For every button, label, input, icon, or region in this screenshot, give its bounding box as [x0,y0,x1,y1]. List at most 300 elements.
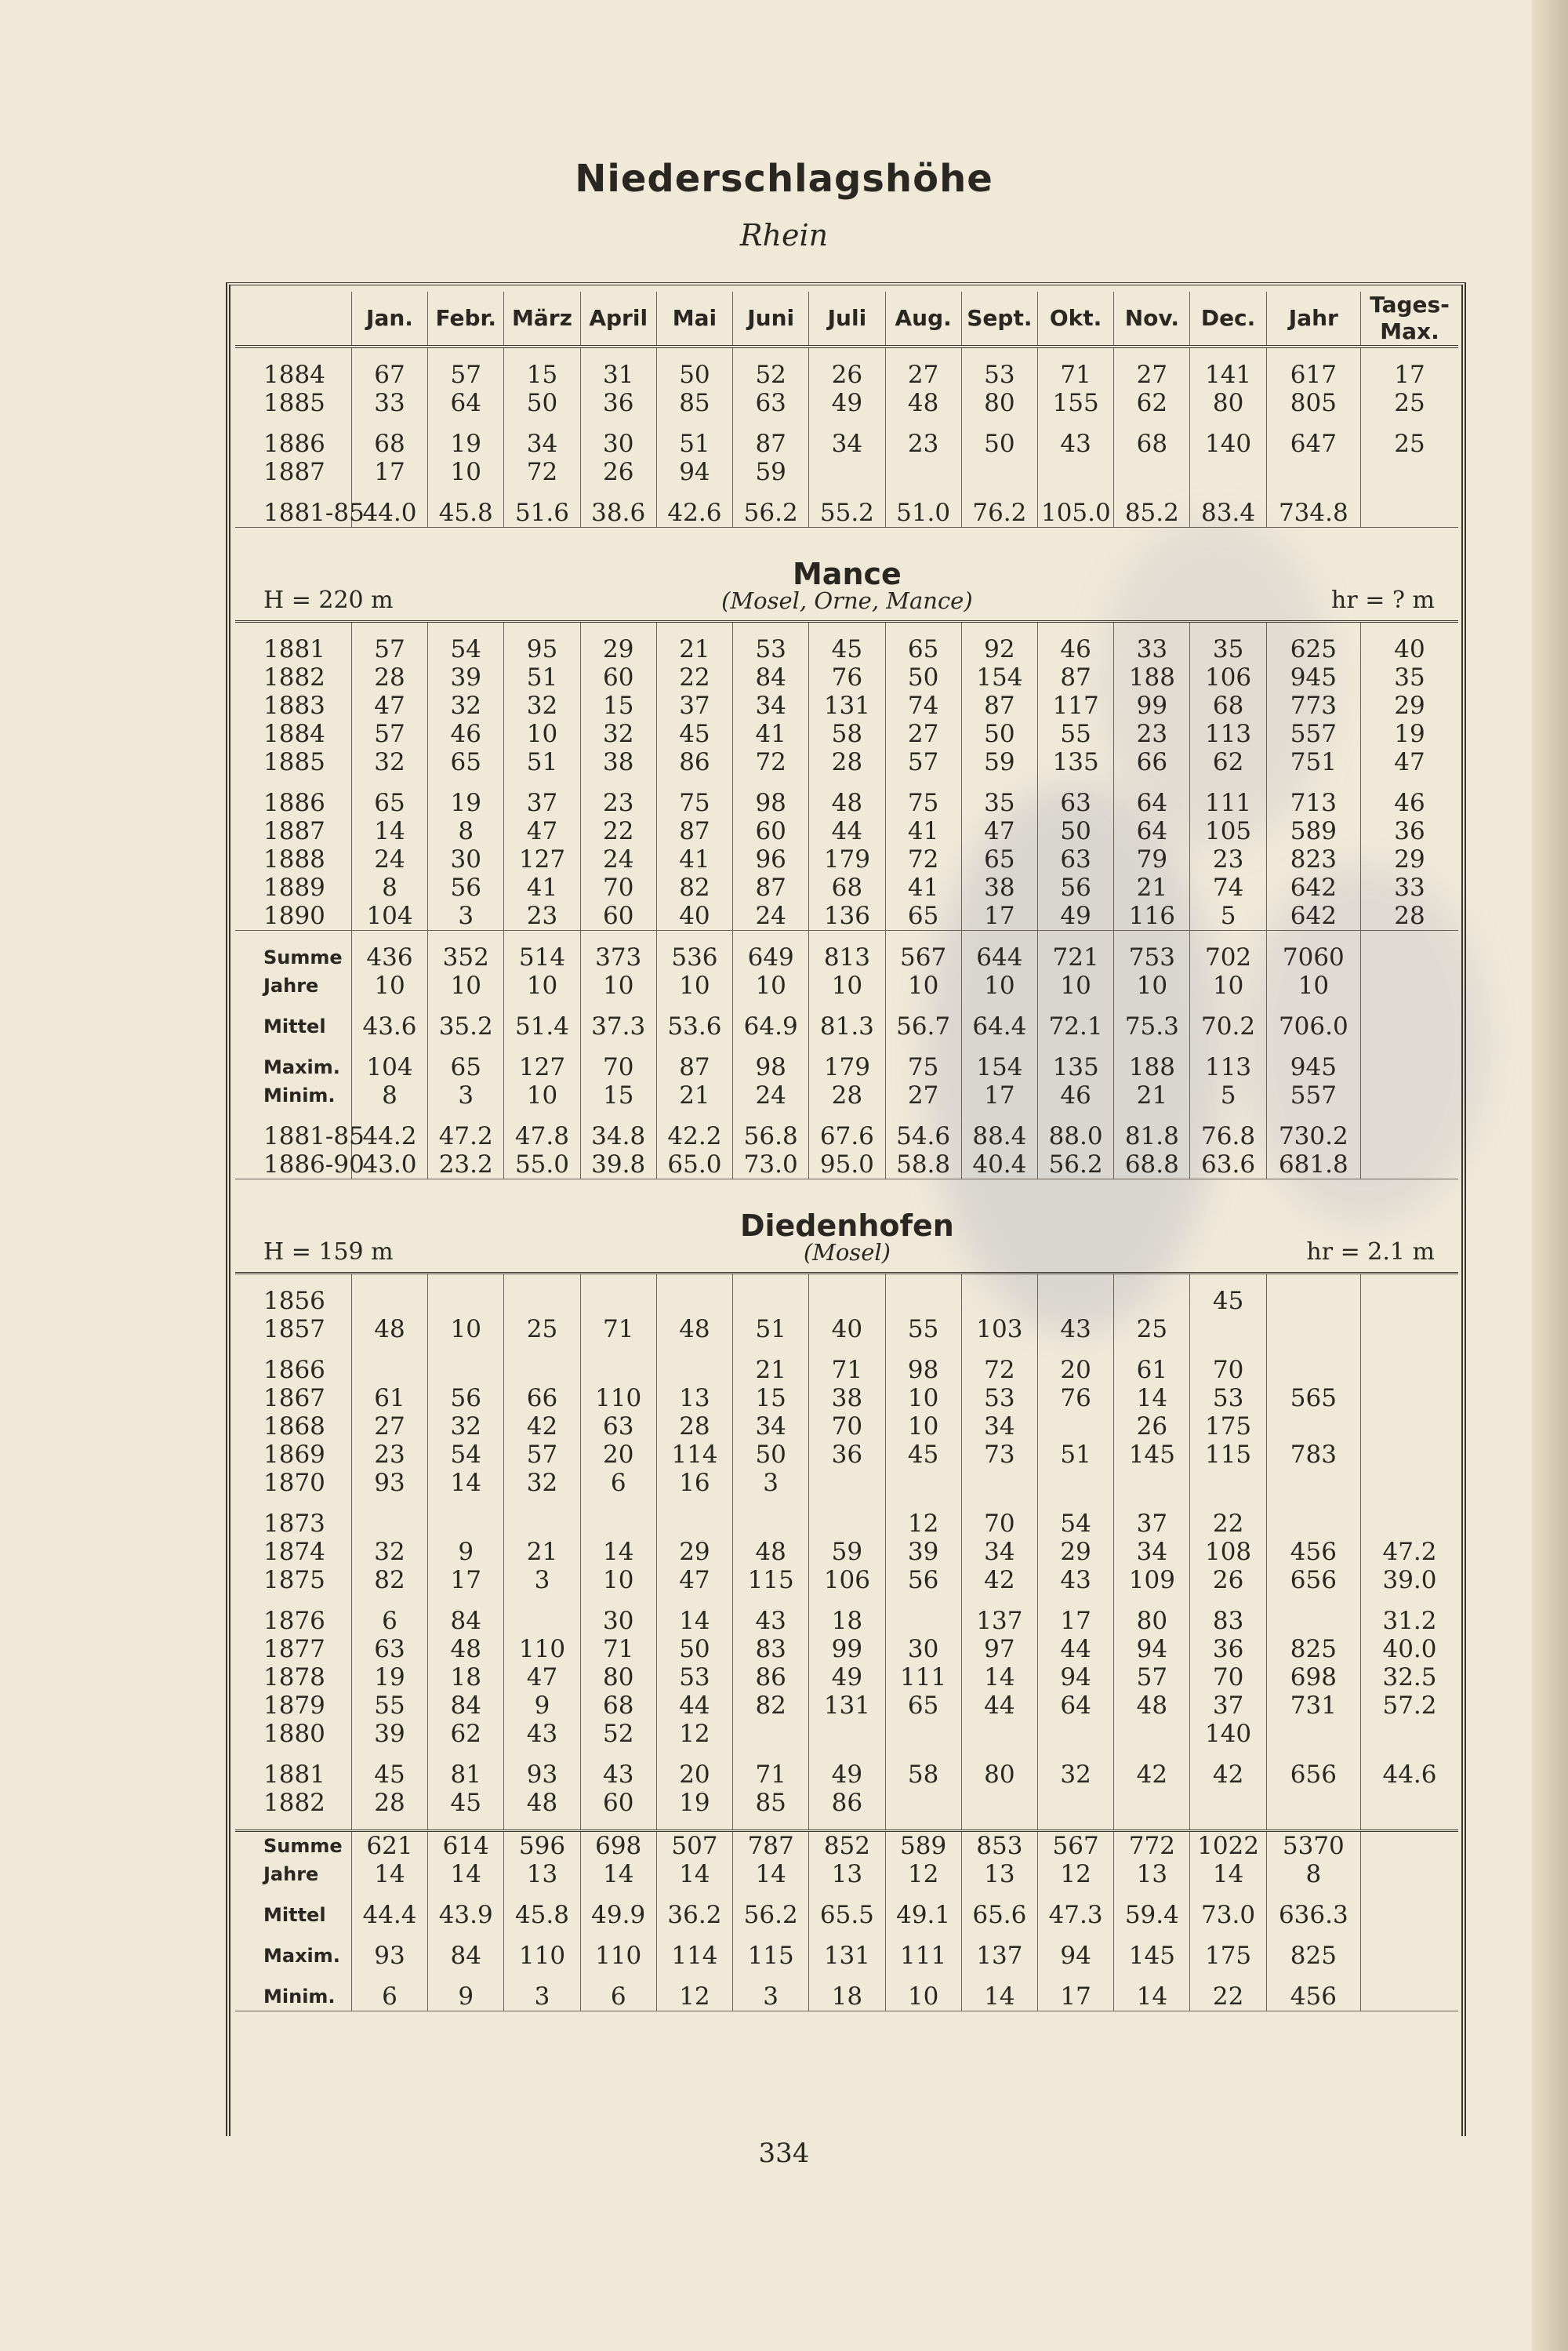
data-cell: 70 [1190,1663,1266,1691]
data-cell: 49 [1037,902,1113,931]
spacer-cell [656,1817,732,1831]
data-cell: 84 [428,1607,504,1635]
data-cell: 60 [580,902,656,931]
spacer-cell [428,622,504,636]
data-cell: 44.4 [351,1901,427,1929]
spacer-cell [961,1041,1037,1053]
spacer-cell [885,1274,961,1288]
data-cell: 54 [428,635,504,663]
data-cell: 63 [1037,845,1113,874]
data-cell: 95.0 [809,1150,885,1179]
data-cell: 38 [580,748,656,776]
spacer-cell [1114,1041,1190,1053]
spacer-cell [961,622,1037,636]
data-cell: 87 [733,430,809,458]
data-cell: 99 [809,1635,885,1663]
row-label: 1877 [263,1635,325,1663]
data-cell: 85.2 [1114,499,1190,528]
data-cell: 56 [428,1384,504,1412]
row-label: 1875 [263,1566,325,1594]
row-label: 1881-85 [263,499,365,527]
spacer-cell [961,1497,1037,1510]
row-label: 1857 [263,1315,325,1343]
spacer-cell [1037,1594,1113,1607]
spacer-cell [1037,417,1113,430]
data-cell: 41 [885,874,961,902]
data-cell: 56.2 [733,499,809,528]
spacer-cell [733,1929,809,1942]
spacer-cell [656,1497,732,1510]
spacer-cell [1360,1970,1458,1982]
data-cell: 111 [1190,789,1266,817]
data-cell: 39 [885,1538,961,1566]
data-cell: 40 [1360,635,1458,663]
column-header: Sept. [961,292,1037,347]
data-cell: 49 [809,1761,885,1789]
spacer-cell [1037,1888,1113,1901]
spacer-row [235,347,1458,361]
spacer-cell [1360,931,1458,944]
data-cell: 94 [1037,1942,1113,1970]
spacer-cell [1190,1497,1266,1510]
data-cell: 65 [885,635,961,663]
spacer-cell [1037,1110,1113,1122]
data-cell: 17 [961,1081,1037,1110]
spacer-cell [1190,1274,1266,1288]
summary-row [235,1831,1458,1861]
data-cell: 24 [580,845,656,874]
data-cell: 41 [656,845,732,874]
table-row [235,458,1458,486]
spacer-row [235,1594,1458,1607]
column-header: Febr. [428,292,504,347]
table-row [235,1441,1458,1469]
data-cell: 84 [733,663,809,692]
station-region: (Mosel, Orne, Mance) [721,587,973,614]
spacer-row [235,1110,1458,1122]
data-cell: 28 [809,748,885,776]
data-cell: 656 [1266,1761,1360,1789]
spacer-cell [1114,486,1190,499]
spacer-cell [656,1041,732,1053]
data-cell: 98 [733,1053,809,1081]
data-cell: 145 [1114,1441,1190,1469]
spacer-cell [809,776,885,789]
spacer-cell [504,1000,580,1012]
data-cell: 823 [1266,845,1360,874]
column-header: Jan. [351,292,427,347]
spacer-cell [1114,776,1190,789]
data-cell [733,1720,809,1748]
data-cell: 28 [1360,902,1458,931]
data-cell [1037,1789,1113,1817]
spacer-cell [1360,1888,1458,1901]
data-cell: 83 [1190,1607,1266,1635]
data-cell: 58 [885,1761,961,1789]
data-cell [1360,458,1458,486]
row-label: 1885 [263,748,325,776]
spacer-cell [809,1000,885,1012]
table-row [235,1510,1458,1538]
data-cell: 104 [351,902,427,931]
row-label: Minim. [235,1982,351,2011]
data-cell: 53 [656,1663,732,1691]
data-cell: 31 [580,361,656,389]
data-cell: 19 [1360,720,1458,748]
data-cell: 40.4 [961,1150,1037,1179]
spacer-cell [961,1748,1037,1761]
spacer-cell [351,1970,427,1982]
spacer-cell [504,1748,580,1761]
data-cell: 48 [809,789,885,817]
data-cell: 105 [1190,817,1266,845]
summary-row [235,972,1458,1000]
data-cell: 64 [1114,817,1190,845]
spacer-cell [428,1110,504,1122]
spacer-cell [656,1748,732,1761]
data-cell: 43.0 [351,1150,427,1179]
spacer-cell [961,1970,1037,1982]
data-cell: 10 [885,1412,961,1441]
data-cell: 783 [1266,1441,1360,1469]
spacer-cell [733,931,809,944]
spacer-cell [733,1041,809,1053]
data-cell: 39 [428,663,504,692]
data-cell: 10 [504,972,580,1000]
spacer-cell [809,1748,885,1761]
spacer-cell [1360,1817,1458,1831]
column-header: Juli [809,292,885,347]
data-cell: 734.8 [1266,499,1360,528]
data-cell: 29 [1360,845,1458,874]
spacer-cell [1037,486,1113,499]
spacer-cell [733,486,809,499]
column-header: Jahr [1266,292,1360,347]
spacer-cell [351,776,427,789]
data-cell: 111 [885,1663,961,1691]
data-cell: 71 [580,1315,656,1343]
spacer-cell [656,1000,732,1012]
data-cell: 706.0 [1266,1012,1360,1041]
spacer-cell [1190,1929,1266,1942]
data-cell: 65 [351,789,427,817]
table-row [235,1469,1458,1497]
spacer-cell [1114,1594,1190,1607]
data-cell [885,1607,961,1635]
spacer-cell [1114,1748,1190,1761]
data-cell: 65.0 [656,1150,732,1179]
data-cell: 94 [656,458,732,486]
spacer-row [235,931,1458,944]
data-cell: 68 [809,874,885,902]
data-cell: 188 [1114,663,1190,692]
data-cell: 39.8 [580,1150,656,1179]
data-cell: 642 [1266,902,1360,931]
row-label: 1887 [263,458,325,486]
table-row [235,1356,1458,1384]
data-cell: 12 [885,1510,961,1538]
data-cell: 75.3 [1114,1012,1190,1041]
spacer-cell [504,1970,580,1982]
spacer-cell [1266,1888,1360,1901]
data-cell [1360,1720,1458,1748]
data-cell: 131 [809,692,885,720]
table-row [235,1412,1458,1441]
data-cell: 48 [733,1538,809,1566]
data-cell: 67.6 [809,1122,885,1150]
spacer-cell [504,347,580,361]
data-cell: 52 [733,361,809,389]
data-cell: 188 [1114,1053,1190,1081]
spacer-cell [656,776,732,789]
data-cell: 10 [1190,972,1266,1000]
data-cell: 40 [656,902,732,931]
data-cell: 94 [1037,1663,1113,1691]
data-cell: 73.0 [733,1150,809,1179]
spacer-cell [351,1929,427,1942]
data-cell: 44.2 [351,1122,427,1150]
data-cell: 97 [961,1635,1037,1663]
spacer-cell [1266,1929,1360,1942]
spacer-cell [351,622,427,636]
station-name: Mance [792,557,902,591]
data-cell: 47.2 [1360,1538,1458,1566]
data-cell: 14 [961,1982,1037,2011]
spacer-cell [1266,931,1360,944]
spacer-cell [656,1929,732,1942]
data-cell: 105.0 [1037,499,1113,528]
data-cell [1037,1720,1113,1748]
data-cell: 813 [809,943,885,972]
spacer-cell [733,1274,809,1288]
data-cell: 22 [1190,1982,1266,2011]
data-cell: 852 [809,1831,885,1861]
data-cell: 698 [580,1831,656,1861]
data-cell: 145 [1114,1942,1190,1970]
data-cell: 14 [351,1860,427,1888]
spacer-cell [809,1594,885,1607]
data-cell: 32 [428,692,504,720]
spacer-cell [809,931,885,944]
data-cell [1360,1942,1458,1970]
data-cell: 48 [885,389,961,417]
table-row [235,635,1458,663]
spacer-cell [656,1274,732,1288]
data-cell: 6 [580,1982,656,2011]
data-cell: 87 [656,1053,732,1081]
data-cell: 35 [1360,663,1458,692]
data-cell: 19 [428,789,504,817]
row-label: 1881-85 [263,1122,365,1150]
spacer-cell [885,1594,961,1607]
data-cell: 73 [961,1441,1037,1469]
data-cell: 19 [656,1789,732,1817]
data-cell: 25 [1360,389,1458,417]
data-cell: 31.2 [1360,1607,1458,1635]
data-cell: 55 [351,1691,427,1720]
spacer-cell [1266,1041,1360,1053]
data-cell: 14 [428,1860,504,1888]
data-cell: 42 [504,1412,580,1441]
data-cell: 87 [1037,663,1113,692]
spacer-cell [1190,776,1266,789]
row-label: 1856 [263,1287,325,1315]
data-cell: 59 [961,748,1037,776]
data-cell [961,1469,1037,1497]
data-cell [1190,1315,1266,1343]
data-cell: 57.2 [1360,1691,1458,1720]
spacer-row [235,1497,1458,1510]
data-cell: 41 [885,817,961,845]
data-cell [961,1789,1037,1817]
data-cell: 51 [504,748,580,776]
data-cell: 40 [809,1315,885,1343]
data-cell: 48 [428,1635,504,1663]
data-cell: 81 [428,1761,504,1789]
table-row [235,1789,1458,1817]
spacer-cell [961,1110,1037,1122]
spacer-cell [235,486,351,499]
row-label: 1876 [263,1607,325,1635]
data-cell: 49.9 [580,1901,656,1929]
data-cell [1190,1469,1266,1497]
data-cell: 24 [351,845,427,874]
column-header: Dec. [1190,292,1266,347]
data-cell: 23 [504,902,580,931]
data-cell: 15 [733,1384,809,1412]
spacer-cell [733,776,809,789]
data-cell: 60 [580,1789,656,1817]
data-cell [1266,458,1360,486]
spacer-cell [428,486,504,499]
spacer-cell [235,1110,351,1122]
data-cell: 50 [885,663,961,692]
page-number: 334 [758,2138,810,2169]
data-cell: 41 [733,720,809,748]
data-cell: 47 [1360,748,1458,776]
data-cell: 51 [504,663,580,692]
data-cell: 557 [1266,1081,1360,1110]
data-cell: 75 [885,789,961,817]
summary-row [235,1081,1458,1110]
spacer-cell [1360,417,1458,430]
data-cell: 117 [1037,692,1113,720]
row-label: 1885 [263,389,325,417]
data-cell: 71 [580,1635,656,1663]
data-cell: 3 [504,1982,580,2011]
spacer-cell [809,1274,885,1288]
spacer-cell [1266,1110,1360,1122]
data-cell: 65.6 [961,1901,1037,1929]
spacer-cell [428,417,504,430]
data-cell: 131 [809,1942,885,1970]
spacer-cell [1360,1929,1458,1942]
data-cell: 853 [961,1831,1037,1861]
data-cell: 57 [428,361,504,389]
data-cell: 62 [1190,748,1266,776]
data-cell: 28 [351,1789,427,1817]
data-cell: 27 [1114,361,1190,389]
row-label: Mittel [263,1016,326,1037]
spacer-cell [580,622,656,636]
data-cell: 26 [1114,1412,1190,1441]
data-cell: 76.8 [1190,1122,1266,1150]
spacer-cell [235,1594,351,1607]
data-cell: 74 [1190,874,1266,902]
spacer-cell [1266,1274,1360,1288]
data-cell: 70 [961,1510,1037,1538]
spacer-cell [656,1343,732,1356]
data-cell: 86 [809,1789,885,1817]
spacer-cell [1190,1000,1266,1012]
data-cell: 12 [1037,1860,1113,1888]
data-cell: 23 [1114,720,1190,748]
spacer-cell [1114,1888,1190,1901]
data-cell [809,1720,885,1748]
column-header: Tages- Max. [1360,292,1458,347]
data-cell: 730.2 [1266,1122,1360,1150]
data-cell: 63 [351,1635,427,1663]
data-cell: 93 [351,1942,427,1970]
spacer-cell [504,1888,580,1901]
data-cell: 34 [809,430,885,458]
data-cell: 72 [885,845,961,874]
data-cell: 115 [733,1566,809,1594]
data-cell: 10 [580,1566,656,1594]
data-cell: 110 [504,1942,580,1970]
data-cell: 565 [1266,1384,1360,1412]
spacer-cell [351,486,427,499]
data-cell: 56 [428,874,504,902]
data-cell: 46 [1360,789,1458,817]
spacer-cell [733,347,809,361]
spacer-cell [656,1110,732,1122]
spacer-cell [885,1497,961,1510]
station-title [504,1179,1190,1274]
data-cell: 64 [428,389,504,417]
spacer-cell [885,776,961,789]
period-row [235,1150,1458,1179]
data-cell: 17 [428,1566,504,1594]
data-cell: 10 [428,458,504,486]
data-cell: 32 [504,692,580,720]
data-cell [1360,1315,1458,1343]
data-cell: 65.5 [809,1901,885,1929]
data-cell: 51.6 [504,499,580,528]
spacer-cell [428,347,504,361]
data-cell: 71 [1037,361,1113,389]
data-cell: 52 [580,1720,656,1748]
row-label: 1881 [263,1761,325,1789]
data-cell: 24 [733,902,809,931]
spacer-cell [235,776,351,789]
data-cell [504,1287,580,1315]
data-cell: 57 [504,1441,580,1469]
spacer-cell [1266,1748,1360,1761]
data-cell: 32.5 [1360,1663,1458,1691]
data-cell: 49.1 [885,1901,961,1929]
row-label: Minim. [263,1085,336,1106]
data-cell [1266,1287,1360,1315]
data-cell [656,1287,732,1315]
data-cell: 80 [961,1761,1037,1789]
data-cell: 83.4 [1190,499,1266,528]
data-cell: 50 [733,1441,809,1469]
spacer-cell [961,1000,1037,1012]
summary-row [235,1942,1458,1970]
spacer-cell [351,1594,427,1607]
data-cell: 28 [351,663,427,692]
